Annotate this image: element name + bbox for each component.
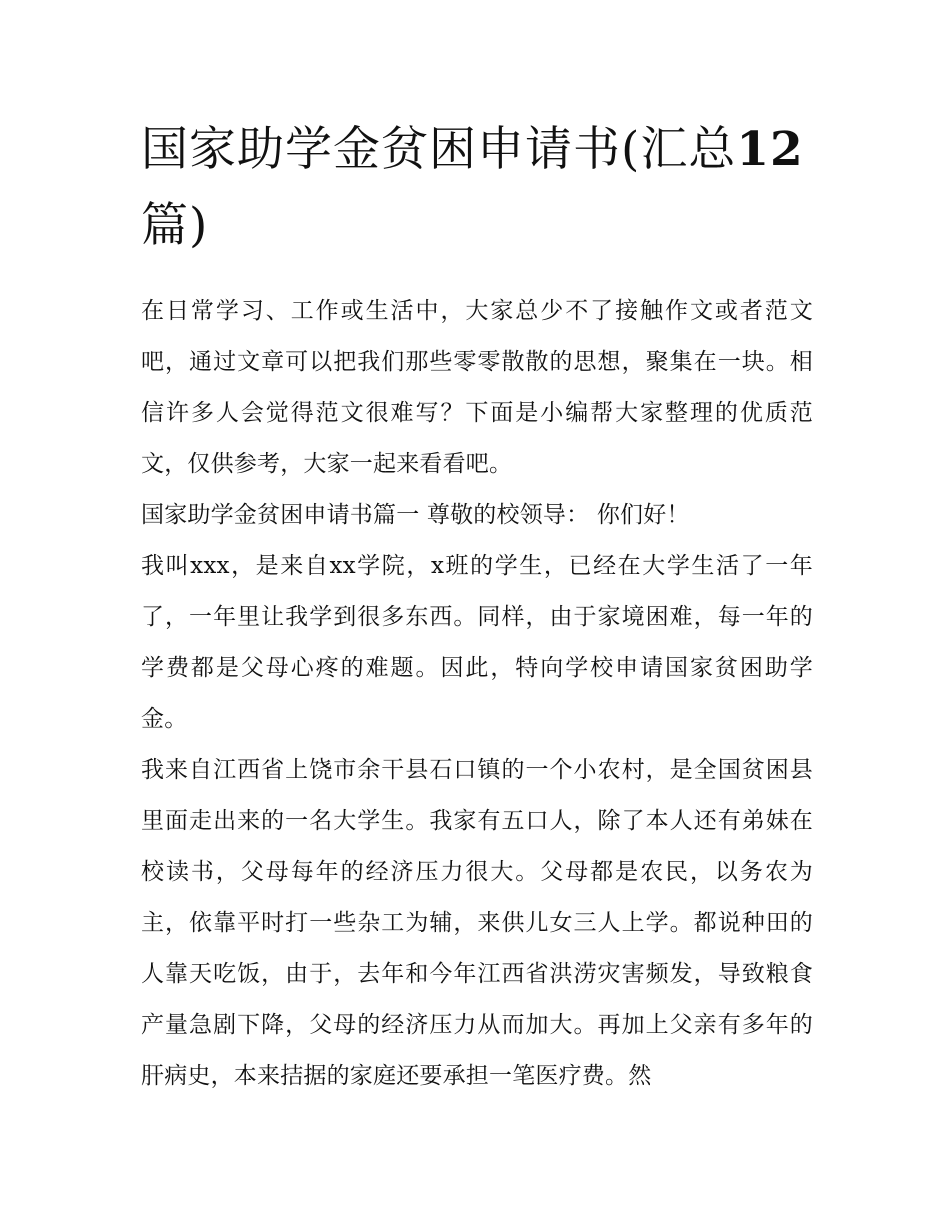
document-title: 国家助学金贫困申请书(汇总12篇) — [141, 122, 804, 253]
intro-paragraph: 在日常学习、工作或生活中，大家总少不了接触作文或者范文吧，通过文章可以把我们那些零零散散的思想，聚集在一块。相信许多人会觉得范文很难写？下面是小编帮大家整理的优质范文，仅供参考，大家一起来看看吧。 — [141, 298, 813, 477]
document-body — [141, 112, 813, 1102]
salutation-paragraph: 国家助学金贫困申请书篇一 尊敬的校领导： 你们好！ — [141, 502, 690, 528]
family-background-paragraph: 我来自江西省上饶市余干县石口镇的一个小农村，是全国贫困县里面走出来的一名大学生。我家有五口人，除了本人还有弟妹在校读书，父母每年的经济压力很大。父母都是农民，以务农为主，依靠平时打一些杂工为辅，来供儿女三人上学。都说种田的人靠天吃饭，由于，去年和今年江西省洪涝灾害频发，导致粮食产量急剧下降，父母的经济压力从而加大。再加上父亲有多年的肝病史，本来拮据的家庭还要承担一笔医疗费。然 — [141, 757, 813, 1089]
self-introduction-paragraph: 我叫xxx，是来自xx学院，x班的学生，已经在大学生活了一年了，一年里让我学到很多东西。同样，由于家境困难，每一年的学费都是父母心疼的难题。因此，特向学校申请国家贫困助学金。 — [141, 553, 813, 732]
